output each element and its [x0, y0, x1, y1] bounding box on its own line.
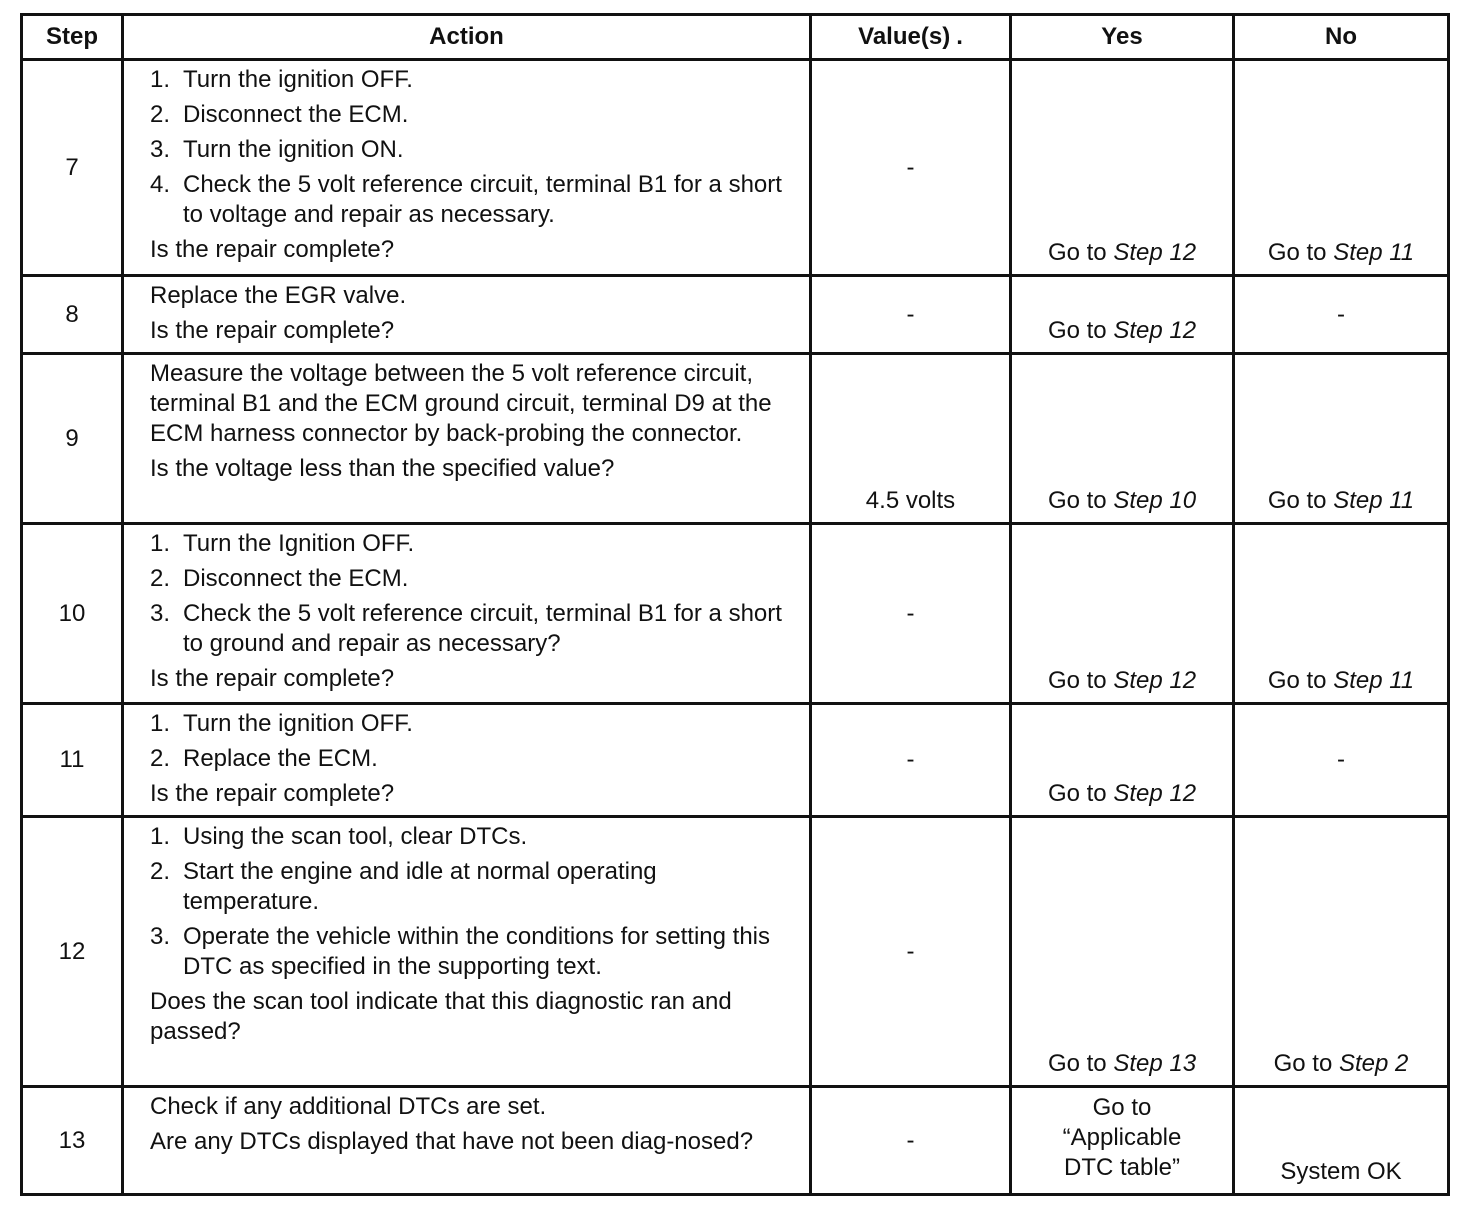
no-cell [1234, 354, 1449, 524]
table-row-step-12 [22, 817, 1449, 1087]
action-item [150, 709, 795, 739]
item-text: Turn the ignition ON. [183, 136, 404, 163]
no-prefix: Go to [1267, 239, 1334, 266]
no-step-link: Step 11 [1333, 239, 1415, 266]
table-row-step-13 [22, 1087, 1449, 1195]
yes-prefix: Go to [1047, 239, 1114, 266]
item-text: Using the scan tool, clear DTCs. [183, 823, 528, 850]
item-text: Check the 5 volt reference circuit, terminal B1 for a short to ground and repair as necessary? [183, 600, 782, 657]
step-number: 13 [22, 1087, 123, 1195]
action-item [150, 65, 795, 95]
no-step-link: Step 2 [1338, 1050, 1409, 1077]
step-number: 9 [22, 354, 123, 524]
action-question: Is the repair complete? [150, 780, 395, 807]
yes-step-link: Step 12 [1113, 317, 1197, 344]
item-number: 1. [150, 66, 171, 93]
action-cell [123, 1087, 811, 1195]
action-text: Check if any additional DTCs are set. [150, 1093, 547, 1120]
item-number: 1. [150, 530, 171, 557]
yes-step-link: Step 12 [1113, 780, 1197, 807]
item-text: Start the engine and idle at normal operating temperature. [183, 858, 657, 915]
item-number: 1. [150, 710, 171, 737]
header-no: No [1234, 15, 1449, 60]
header-yes: Yes [1011, 15, 1234, 60]
action-question: Is the repair complete? [150, 317, 395, 344]
action-cell [123, 704, 811, 817]
no-cell: - [1234, 276, 1449, 354]
value-cell: - [811, 524, 1011, 704]
yes-cell [1011, 704, 1234, 817]
yes-cell [1011, 60, 1234, 276]
action-list [150, 822, 795, 982]
no-cell [1234, 60, 1449, 276]
step-number: 11 [22, 704, 123, 817]
action-cell [123, 60, 811, 276]
action-list [150, 65, 795, 230]
no-step-link: Step 11 [1333, 667, 1415, 694]
action-item [150, 564, 795, 594]
yes-step-link: Step 12 [1113, 667, 1197, 694]
action-item [150, 599, 795, 659]
yes-cell [1011, 1087, 1234, 1195]
item-number: 2. [150, 565, 171, 592]
table-row-step-11 [22, 704, 1449, 817]
item-number: 2. [150, 745, 171, 772]
header-step: Step [22, 15, 123, 60]
value-cell: - [811, 276, 1011, 354]
action-item [150, 135, 795, 165]
item-text: Disconnect the ECM. [183, 565, 409, 592]
yes-cell [1011, 524, 1234, 704]
diagnostic-table [20, 13, 1450, 1196]
item-text: Check the 5 volt reference circuit, terminal B1 for a short to voltage and repair as necessary. [183, 171, 782, 228]
item-text: Turn the Ignition OFF. [183, 530, 415, 557]
action-item [150, 100, 795, 130]
item-text: Operate the vehicle within the conditions for setting this DTC as specified in the supporting text. [183, 923, 770, 980]
action-item [150, 822, 795, 852]
no-cell [1234, 817, 1449, 1087]
action-cell [123, 524, 811, 704]
action-list [150, 709, 795, 774]
action-cell [123, 817, 811, 1087]
step-number: 10 [22, 524, 123, 704]
yes-prefix: Go to [1047, 667, 1114, 694]
action-question: Is the repair complete? [150, 236, 395, 263]
no-cell: System OK [1234, 1087, 1449, 1195]
item-text: Turn the ignition OFF. [183, 710, 413, 737]
header-row [22, 15, 1449, 60]
step-number: 12 [22, 817, 123, 1087]
value-cell: - [811, 704, 1011, 817]
no-cell [1234, 524, 1449, 704]
value-cell: - [811, 817, 1011, 1087]
step-number: 7 [22, 60, 123, 276]
yes-cell [1011, 354, 1234, 524]
no-prefix: Go to [1267, 487, 1334, 514]
no-prefix: Go to [1267, 667, 1334, 694]
action-item [150, 170, 795, 230]
action-question: Is the voltage less than the specified value? [150, 455, 615, 482]
action-question: Are any DTCs displayed that have not been diag-nosed? [150, 1128, 754, 1155]
item-number: 3. [150, 923, 171, 950]
yes-line: “Applicable [1062, 1123, 1182, 1151]
no-step-link: Step 11 [1333, 487, 1415, 514]
item-number: 2. [150, 101, 171, 128]
action-question: Does the scan tool indicate that this diagnostic ran and passed? [150, 988, 732, 1045]
action-question: Is the repair complete? [150, 665, 395, 692]
action-text: Measure the voltage between the 5 volt reference circuit, terminal B1 and the ECM ground circuit, terminal D9 at the ECM harness connector by back-probing the connector. [150, 360, 772, 447]
yes-line: Go to [1092, 1093, 1152, 1121]
action-cell [123, 354, 811, 524]
value-cell: - [811, 1087, 1011, 1195]
yes-line: DTC table” [1063, 1153, 1181, 1181]
item-number: 4. [150, 171, 171, 198]
item-text: Turn the ignition OFF. [183, 66, 413, 93]
yes-cell [1011, 276, 1234, 354]
yes-step-link: Step 12 [1113, 239, 1197, 266]
action-item [150, 529, 795, 559]
item-number: 1. [150, 823, 171, 850]
yes-prefix: Go to [1047, 1050, 1114, 1077]
header-values-label: Value(s) [858, 23, 951, 50]
table-row-step-10 [22, 524, 1449, 704]
item-number: 3. [150, 136, 171, 163]
action-list [150, 529, 795, 659]
yes-step-link: Step 10 [1113, 487, 1197, 514]
header-values [811, 15, 1011, 60]
yes-prefix: Go to [1047, 780, 1114, 807]
table-row-step-7 [22, 60, 1449, 276]
action-item [150, 857, 795, 917]
action-text: Replace the EGR valve. [150, 282, 407, 309]
yes-prefix: Go to [1047, 487, 1114, 514]
yes-step-link: Step 13 [1113, 1050, 1197, 1077]
item-text: Replace the ECM. [183, 745, 378, 772]
action-item [150, 744, 795, 774]
item-number: 2. [150, 858, 171, 885]
step-number: 8 [22, 276, 123, 354]
yes-cell [1011, 817, 1234, 1087]
no-prefix: Go to [1273, 1050, 1339, 1077]
no-cell: - [1234, 704, 1449, 817]
table-row-step-8 [22, 276, 1449, 354]
action-cell [123, 276, 811, 354]
header-values-mark: . [956, 23, 963, 50]
table-row-step-9 [22, 354, 1449, 524]
yes-prefix: Go to [1047, 317, 1114, 344]
item-number: 3. [150, 600, 171, 627]
value-cell: - [811, 60, 1011, 276]
item-text: Disconnect the ECM. [183, 101, 409, 128]
value-cell: 4.5 volts [811, 354, 1011, 524]
header-action: Action [123, 15, 811, 60]
action-item [150, 922, 795, 982]
